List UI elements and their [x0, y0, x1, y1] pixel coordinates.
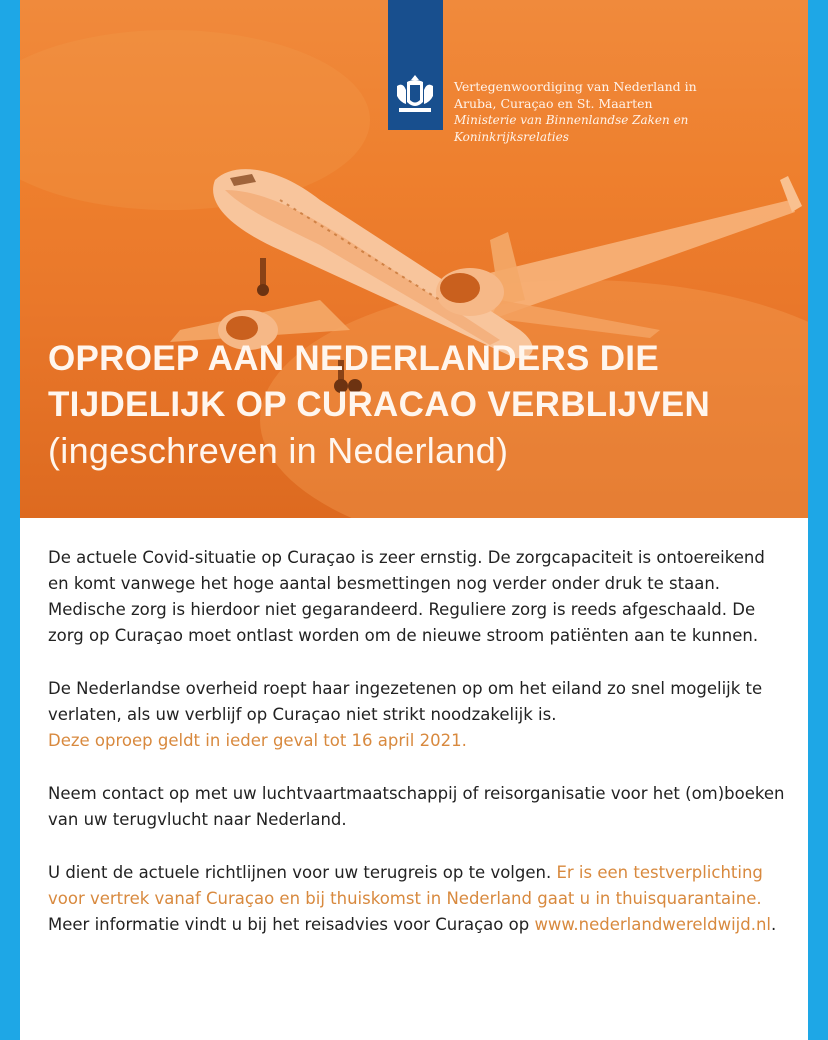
headline [48, 336, 788, 474]
call-deadline: Deze oproep geldt in ieder geval tot 16 april 2021. [48, 731, 467, 750]
ministry-line-4: Koninkrijksrelaties [454, 130, 569, 144]
ministry-label [454, 78, 754, 146]
headline-line-3: (ingeschreven in Nederland) [48, 430, 509, 471]
headline-line-2: TIJDELIJK OP CURACAO VERBLIJVEN [48, 385, 711, 424]
test-requirement: Er is een testverplichting voor vertrek vanaf Curaçao en bij thuiskomst in Nederland gaat u in thuisquarantaine. [48, 863, 763, 908]
body-text [48, 545, 788, 965]
headline-line-1: OPROEP AAN NEDERLANDERS DIE [48, 339, 659, 378]
paragraph-call [48, 676, 788, 754]
coat-of-arms-icon [391, 72, 439, 116]
flyer [20, 0, 808, 1040]
period: . [771, 915, 777, 934]
more-info-text: Meer informatie vindt u bij het reisadvies voor Curaçao op [48, 915, 530, 934]
ministry-line-3: Ministerie van Binnenlandse Zaken en [454, 113, 689, 127]
paragraph-contact: Neem contact op met uw luchtvaartmaatschappij of reisorganisatie voor het (om)boeken van uw terugvlucht naar Nederland. [48, 784, 785, 829]
ministry-line-2: Aruba, Curaçao en St. Maarten [454, 96, 653, 111]
call-text: De Nederlandse overheid roept haar ingezetenen op om het eiland zo snel mogelijk te verlaten, als uw verblijf op Curaçao niet strikt noodzakelijk is. [48, 679, 763, 724]
government-logo [388, 0, 443, 130]
guidelines-text: U dient de actuele richtlijnen voor uw terugreis op te volgen. [48, 863, 552, 882]
paragraph-situation: De actuele Covid-situatie op Curaçao is zeer ernstig. De zorgcapaciteit is ontoereikend en komt vanwege het hoge aantal besmettingen nog verder onder druk te staan. Medische zorg is hierdoor niet gegarandeerd. Reguliere zorg is reeds afgeschaald. De zorg op Curaçao moet ontlast worden om de nieuwe stroom patiënten aan te kunnen. [48, 548, 765, 645]
website-link[interactable]: www.nederlandwereldwijd.nl [534, 915, 771, 934]
ministry-line-1: Vertegenwoordiging van Nederland in [454, 79, 697, 94]
paragraph-guidelines [48, 860, 788, 938]
hero-banner [20, 0, 808, 518]
